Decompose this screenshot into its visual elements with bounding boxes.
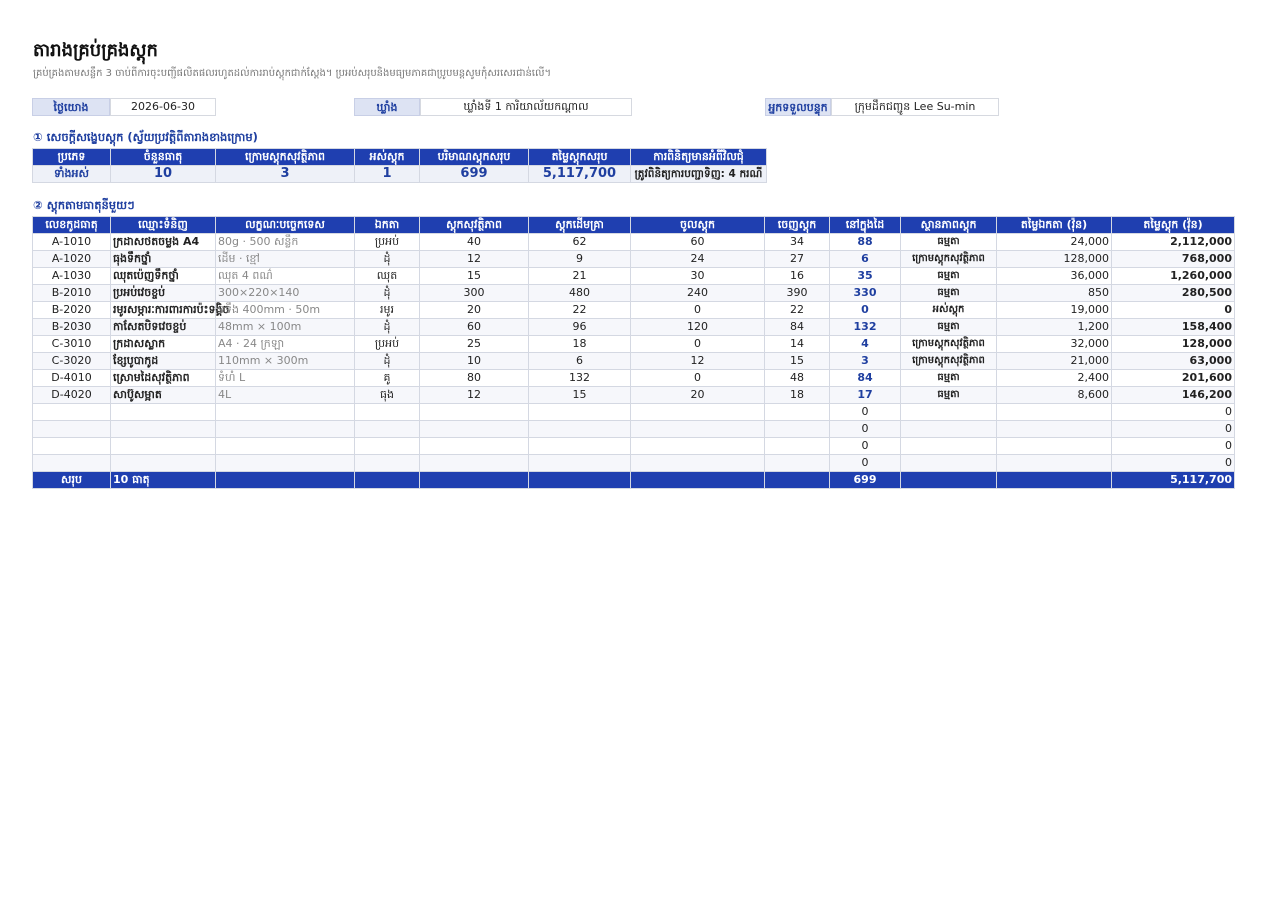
item-opening[interactable]: 21 [529, 268, 631, 285]
total-cell[interactable] [765, 472, 830, 489]
item-safety[interactable]: 60 [420, 319, 529, 336]
total-count[interactable]: 10 ធាតុ [111, 472, 216, 489]
item-value[interactable]: 0 [1112, 438, 1235, 455]
item-price[interactable]: 19,000 [997, 302, 1112, 319]
item-name[interactable]: ឈុតប៉េញទឹកថ្នាំ [111, 268, 216, 285]
item-spec[interactable]: ទទឹង 400mm · 50m [216, 302, 355, 319]
item-opening[interactable]: 96 [529, 319, 631, 336]
item-opening[interactable]: 18 [529, 336, 631, 353]
item-code[interactable]: D-4010 [33, 370, 111, 387]
item-price[interactable]: 36,000 [997, 268, 1112, 285]
item-opening[interactable]: 6 [529, 353, 631, 370]
item-price[interactable]: 2,400 [997, 370, 1112, 387]
item-onhand[interactable]: 0 [830, 404, 901, 421]
date-label: ថ្ងៃយោង [32, 98, 110, 116]
manager-field[interactable]: ក្រុមដឹកជញ្ជូន Lee Su-min [831, 98, 999, 116]
item-status[interactable]: ធម្មតា [901, 268, 997, 285]
column-header[interactable]: នៅក្នុងដៃ [830, 217, 901, 234]
table-row [33, 370, 1235, 387]
table-row [33, 387, 1235, 404]
item-in[interactable]: 60 [631, 234, 765, 251]
item-out[interactable]: 18 [765, 387, 830, 404]
column-header[interactable]: ស្តុកដើមគ្រា [529, 217, 631, 234]
item-name[interactable]: សាប៊ូសម្អាត [111, 387, 216, 404]
table-row [33, 234, 1235, 251]
item-spec[interactable]: 4L [216, 387, 355, 404]
item-name[interactable]: រមូរសម្ភារៈការពារការប៉ះទង្គិច [111, 302, 216, 319]
item-spec[interactable]: ដើម · ខ្មៅ [216, 251, 355, 268]
summary-row [33, 166, 767, 183]
empty-cell[interactable] [111, 438, 216, 455]
page-title: តារាងគ្រប់គ្រងស្តុក [33, 40, 158, 61]
meta-warehouse [354, 98, 632, 116]
item-unit[interactable]: ដុំ [355, 285, 420, 302]
item-onhand[interactable]: 0 [830, 438, 901, 455]
item-spec[interactable]: A4 · 24 ក្រឡា [216, 336, 355, 353]
summary-header: ក្រោមស្តុកសុវត្ថិភាព [216, 149, 355, 166]
empty-cell[interactable] [420, 455, 529, 472]
item-onhand[interactable]: 3 [830, 353, 901, 370]
item-out[interactable]: 48 [765, 370, 830, 387]
empty-cell[interactable] [631, 404, 765, 421]
item-value[interactable]: 158,400 [1112, 319, 1235, 336]
summary-header: តម្លៃស្តុកសរុប [529, 149, 631, 166]
summary-header: ប្រភេទ [33, 149, 111, 166]
empty-cell[interactable] [33, 438, 111, 455]
empty-cell[interactable] [33, 421, 111, 438]
empty-cell[interactable] [529, 421, 631, 438]
empty-cell[interactable] [111, 455, 216, 472]
total-value[interactable]: 5,117,700 [1112, 472, 1235, 489]
item-status[interactable]: ធម្មតា [901, 319, 997, 336]
empty-cell[interactable] [901, 438, 997, 455]
item-safety[interactable]: 12 [420, 251, 529, 268]
empty-cell[interactable] [631, 421, 765, 438]
item-price[interactable]: 850 [997, 285, 1112, 302]
item-unit[interactable]: ដុំ [355, 353, 420, 370]
item-value[interactable]: 2,112,000 [1112, 234, 1235, 251]
item-in[interactable]: 120 [631, 319, 765, 336]
total-onhand[interactable]: 699 [830, 472, 901, 489]
summary-total-qty[interactable]: 699 [420, 166, 529, 183]
item-price[interactable]: 1,200 [997, 319, 1112, 336]
empty-cell[interactable] [901, 421, 997, 438]
item-code[interactable]: C-3020 [33, 353, 111, 370]
item-onhand[interactable]: 84 [830, 370, 901, 387]
item-safety[interactable]: 20 [420, 302, 529, 319]
item-in[interactable]: 0 [631, 302, 765, 319]
summary-header: អស់ស្តុក [355, 149, 420, 166]
empty-cell[interactable] [216, 421, 355, 438]
item-spec[interactable]: 80g · 500 សន្លឹក [216, 234, 355, 251]
warehouse-label: ឃ្លាំង [354, 98, 420, 116]
item-out[interactable]: 16 [765, 268, 830, 285]
item-code[interactable]: B-2010 [33, 285, 111, 302]
column-header[interactable]: ឯកតា [355, 217, 420, 234]
item-opening[interactable]: 132 [529, 370, 631, 387]
empty-cell[interactable] [997, 438, 1112, 455]
total-cell[interactable] [997, 472, 1112, 489]
item-safety[interactable]: 10 [420, 353, 529, 370]
item-onhand[interactable]: 0 [830, 302, 901, 319]
column-header[interactable]: ស្តុកសុវត្ថិភាព [420, 217, 529, 234]
empty-cell[interactable] [765, 404, 830, 421]
empty-cell[interactable] [997, 421, 1112, 438]
item-value[interactable]: 0 [1112, 421, 1235, 438]
empty-cell[interactable] [216, 455, 355, 472]
empty-cell[interactable] [420, 404, 529, 421]
item-status[interactable]: ធម្មតា [901, 285, 997, 302]
manager-label: អ្នកទទួលបន្ទុក [765, 98, 831, 116]
empty-cell[interactable] [529, 404, 631, 421]
total-label[interactable]: សរុប [33, 472, 111, 489]
summary-header: ការពិនិត្យមានអំពីវិលជុំ [631, 149, 767, 166]
table-row [33, 285, 1235, 302]
summary-header: ចំនួនធាតុ [111, 149, 216, 166]
page-subtitle: គ្រប់គ្រងតាមសន្លឹក 3 ចាប់ពីការចុះបញ្ជីផលិតផលរហូតដល់ការរាប់ស្តុកជាក់ស្តែង។ ប្រអប់សរុបនិងមធ្យមភាគជាប្រូបមន្តសូមកុំសរសេរជាន់លើ។ [33, 68, 552, 79]
empty-cell[interactable] [355, 438, 420, 455]
item-in[interactable]: 240 [631, 285, 765, 302]
warehouse-field[interactable]: ឃ្លាំងទី 1 ការិយាល័យកណ្តាល [420, 98, 632, 116]
empty-row [33, 421, 1235, 438]
item-out[interactable]: 84 [765, 319, 830, 336]
item-in[interactable]: 0 [631, 336, 765, 353]
empty-cell[interactable] [765, 455, 830, 472]
item-out[interactable]: 22 [765, 302, 830, 319]
empty-cell[interactable] [33, 404, 111, 421]
empty-cell[interactable] [33, 455, 111, 472]
empty-cell[interactable] [111, 404, 216, 421]
item-unit[interactable]: ប្រអប់ [355, 234, 420, 251]
item-onhand[interactable]: 4 [830, 336, 901, 353]
table-row [33, 302, 1235, 319]
item-onhand[interactable]: 6 [830, 251, 901, 268]
item-unit[interactable]: ធុង [355, 387, 420, 404]
item-unit[interactable]: ឈុត [355, 268, 420, 285]
item-unit[interactable]: រមូរ [355, 302, 420, 319]
empty-row [33, 438, 1235, 455]
empty-row [33, 404, 1235, 421]
item-price[interactable]: 8,600 [997, 387, 1112, 404]
table-row [33, 353, 1235, 370]
summary-label[interactable]: ទាំងអស់ [33, 166, 111, 183]
empty-row [33, 455, 1235, 472]
item-onhand[interactable]: 35 [830, 268, 901, 285]
item-onhand[interactable]: 0 [830, 455, 901, 472]
detail-section-title: ② ស្តុកតាមធាតុនីមួយៗ [33, 198, 135, 212]
empty-cell[interactable] [631, 455, 765, 472]
total-cell[interactable] [355, 472, 420, 489]
item-unit[interactable]: ដុំ [355, 319, 420, 336]
item-value[interactable]: 63,000 [1112, 353, 1235, 370]
empty-cell[interactable] [997, 455, 1112, 472]
total-cell[interactable] [631, 472, 765, 489]
item-safety[interactable]: 300 [420, 285, 529, 302]
item-opening[interactable]: 15 [529, 387, 631, 404]
item-in[interactable]: 30 [631, 268, 765, 285]
total-cell[interactable] [216, 472, 355, 489]
empty-cell[interactable] [355, 421, 420, 438]
column-header[interactable]: ចេញស្តុក [765, 217, 830, 234]
item-code[interactable]: B-2030 [33, 319, 111, 336]
empty-cell[interactable] [111, 421, 216, 438]
item-code[interactable]: A-1030 [33, 268, 111, 285]
summary-out-of-stock[interactable]: 1 [355, 166, 420, 183]
item-name[interactable]: ប្រអប់វេចខ្ចប់ [111, 285, 216, 302]
item-opening[interactable]: 62 [529, 234, 631, 251]
item-value[interactable]: 146,200 [1112, 387, 1235, 404]
item-name[interactable]: ស្រោមដៃសុវត្ថិភាព [111, 370, 216, 387]
item-onhand[interactable]: 17 [830, 387, 901, 404]
inventory-table [32, 216, 1235, 489]
item-value[interactable]: 0 [1112, 404, 1235, 421]
item-spec[interactable]: 300×220×140 [216, 285, 355, 302]
item-code[interactable]: A-1020 [33, 251, 111, 268]
item-status[interactable]: ក្រោមស្តុកសុវត្ថិភាព [901, 336, 997, 353]
item-safety[interactable]: 80 [420, 370, 529, 387]
item-safety[interactable]: 40 [420, 234, 529, 251]
item-value[interactable]: 768,000 [1112, 251, 1235, 268]
summary-below-safety[interactable]: 3 [216, 166, 355, 183]
column-header[interactable]: លក្ខណៈបច្ចេកទេស [216, 217, 355, 234]
item-spec[interactable]: 48mm × 100m [216, 319, 355, 336]
column-header[interactable]: ស្ថានភាពស្តុក [901, 217, 997, 234]
item-status[interactable]: ធម្មតា [901, 370, 997, 387]
item-status[interactable]: ក្រោមស្តុកសុវត្ថិភាព [901, 251, 997, 268]
item-in[interactable]: 24 [631, 251, 765, 268]
item-spec[interactable]: ទំហំ L [216, 370, 355, 387]
empty-cell[interactable] [901, 455, 997, 472]
item-onhand[interactable]: 88 [830, 234, 901, 251]
item-value[interactable]: 201,600 [1112, 370, 1235, 387]
item-value[interactable]: 0 [1112, 302, 1235, 319]
item-status[interactable]: ធម្មតា [901, 387, 997, 404]
item-value[interactable]: 0 [1112, 455, 1235, 472]
item-name[interactable]: កាសែតបិទវេចខ្ចប់ [111, 319, 216, 336]
item-name[interactable]: ក្រដាសស្លាក [111, 336, 216, 353]
empty-cell[interactable] [529, 438, 631, 455]
item-out[interactable]: 34 [765, 234, 830, 251]
summary-total-value[interactable]: 5,117,700 [529, 166, 631, 183]
empty-cell[interactable] [901, 404, 997, 421]
total-cell[interactable] [529, 472, 631, 489]
table-row [33, 251, 1235, 268]
empty-cell[interactable] [631, 438, 765, 455]
column-header[interactable]: ឈ្មោះទំនិញ [111, 217, 216, 234]
item-status[interactable]: ធម្មតា [901, 234, 997, 251]
summary-header: បរិមាណស្តុកសរុប [420, 149, 529, 166]
item-onhand[interactable]: 132 [830, 319, 901, 336]
item-code[interactable]: B-2020 [33, 302, 111, 319]
summary-table [32, 148, 767, 183]
item-code[interactable]: D-4020 [33, 387, 111, 404]
item-unit[interactable]: គូ [355, 370, 420, 387]
item-unit[interactable]: ដុំ [355, 251, 420, 268]
item-price[interactable]: 128,000 [997, 251, 1112, 268]
item-price[interactable]: 24,000 [997, 234, 1112, 251]
item-opening[interactable]: 480 [529, 285, 631, 302]
item-onhand[interactable]: 0 [830, 421, 901, 438]
empty-cell[interactable] [420, 438, 529, 455]
item-opening[interactable]: 9 [529, 251, 631, 268]
item-name[interactable]: ក្រដាសថតចម្លង A4 [111, 234, 216, 251]
empty-cell[interactable] [355, 404, 420, 421]
item-safety[interactable]: 25 [420, 336, 529, 353]
item-name[interactable]: ខ្សែបូបាកូដ [111, 353, 216, 370]
item-safety[interactable]: 12 [420, 387, 529, 404]
empty-cell[interactable] [355, 455, 420, 472]
item-price[interactable]: 21,000 [997, 353, 1112, 370]
item-opening[interactable]: 22 [529, 302, 631, 319]
item-out[interactable]: 15 [765, 353, 830, 370]
summary-review[interactable]: ត្រូវពិនិត្យការបញ្ជាទិញ: 4 ករណី [631, 166, 767, 183]
empty-cell[interactable] [420, 421, 529, 438]
item-in[interactable]: 0 [631, 370, 765, 387]
total-cell[interactable] [420, 472, 529, 489]
item-safety[interactable]: 15 [420, 268, 529, 285]
item-status[interactable]: អស់ស្តុក [901, 302, 997, 319]
summary-section-title: ① សេចក្តីសង្ខេបស្តុក (ស្វ័យប្រវត្តិពីតារាងខាងក្រោម) [33, 130, 258, 144]
item-out[interactable]: 390 [765, 285, 830, 302]
empty-cell[interactable] [765, 438, 830, 455]
item-code[interactable]: C-3010 [33, 336, 111, 353]
item-out[interactable]: 27 [765, 251, 830, 268]
table-row [33, 336, 1235, 353]
item-in[interactable]: 12 [631, 353, 765, 370]
meta-date [32, 98, 216, 116]
meta-manager [765, 98, 999, 116]
item-value[interactable]: 1,260,000 [1112, 268, 1235, 285]
item-status[interactable]: ក្រោមស្តុកសុវត្ថិភាព [901, 353, 997, 370]
date-field[interactable]: 2026-06-30 [110, 98, 216, 116]
empty-cell[interactable] [765, 421, 830, 438]
table-row [33, 268, 1235, 285]
empty-cell[interactable] [216, 404, 355, 421]
column-header[interactable]: ចូលស្តុក [631, 217, 765, 234]
table-row [33, 319, 1235, 336]
empty-cell[interactable] [997, 404, 1112, 421]
column-header[interactable]: តម្លៃឯកតា (វ៉ុន) [997, 217, 1112, 234]
item-name[interactable]: ធុងទឹកថ្នាំ [111, 251, 216, 268]
item-spec[interactable]: 110mm × 300m [216, 353, 355, 370]
item-value[interactable]: 280,500 [1112, 285, 1235, 302]
summary-items[interactable]: 10 [111, 166, 216, 183]
item-code[interactable]: A-1010 [33, 234, 111, 251]
item-price[interactable]: 32,000 [997, 336, 1112, 353]
total-row [33, 472, 1235, 489]
item-out[interactable]: 14 [765, 336, 830, 353]
empty-cell[interactable] [529, 455, 631, 472]
column-header[interactable]: លេខកូដធាតុ [33, 217, 111, 234]
total-cell[interactable] [901, 472, 997, 489]
item-unit[interactable]: ប្រអប់ [355, 336, 420, 353]
empty-cell[interactable] [216, 438, 355, 455]
item-value[interactable]: 128,000 [1112, 336, 1235, 353]
item-onhand[interactable]: 330 [830, 285, 901, 302]
item-spec[interactable]: ឈុត 4 ពណ៌ [216, 268, 355, 285]
column-header[interactable]: តម្លៃស្តុក (វ៉ុន) [1112, 217, 1235, 234]
item-in[interactable]: 20 [631, 387, 765, 404]
